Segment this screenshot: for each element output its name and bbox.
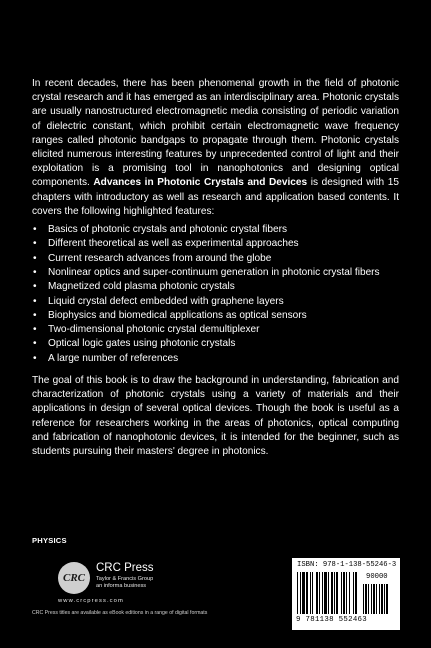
bullet-icon: • [33,295,37,307]
feature-list [32,223,399,366]
bullet-icon: • [33,281,37,293]
isbn-text: ISBN: 978-1-138-55246-3 [297,561,397,569]
publisher-url: www.crcpress.com [58,598,124,604]
feature-item: • Basics of photonic crystals and photonic crystal fibers [32,223,399,237]
back-cover-text [32,77,399,459]
feature-item: • A large number of references [32,352,399,366]
bullet-icon: • [33,324,37,336]
book-title: Advances in Photonic Crystals and Devices [93,177,308,189]
feature-item: • Magnetized cold plasma photonic crystals [32,280,399,294]
feature-item: • Current research advances from around the globe [32,252,399,266]
bullet-icon: • [33,338,37,350]
feature-item: • Optical logic gates using photonic crystals [32,337,399,351]
price-code: 90000 [366,573,388,581]
publisher-name: CRC Press [96,562,154,574]
bullet-icon: • [33,309,37,321]
intro-text-after: is designed with 15 chapters with introductory as well as research and application based contents. It covers the following highlighted features: [32,177,399,217]
crc-logo-icon: CRC [58,562,90,594]
publisher-group: Taylor & Francis Group an informa business [96,576,154,589]
bullet-icon: • [33,252,37,264]
bullet-icon: • [33,238,37,250]
intro-paragraph [32,77,399,219]
feature-item: • Different theoretical as well as experimental approaches [32,237,399,251]
goal-paragraph: The goal of this book is to draw the background in understanding, fabrication and characterization of photonic crystals using a variety of materials and their applications in design of several optical devices. Though the book is useful as a reference for researchers working in the areas of photonics, optical computing and fabrication of nanophotonic devices, it is intended for the beginner, such as students pursuing their masters' degree in photonics. [32,375,399,458]
feature-item: • Liquid crystal defect embedded with graphene layers [32,295,399,309]
barcode-number: 9 781138 552463 [296,616,368,624]
feature-item: • Nonlinear optics and super-continuum generation in photonic crystal fibers [32,266,399,280]
feature-item: • Biophysics and biomedical applications as optical sensors [32,309,399,323]
bullet-icon: • [33,352,37,364]
ebook-note: CRC Press titles are available as eBook editions in a range of digital formats [32,610,208,616]
subject-category: PHYSICS [32,536,67,545]
bullet-icon: • [33,266,37,278]
intro-text-before: In recent decades, there has been phenomenal growth in the field of photonic crystal research and it has emerged as an interdisciplinary area. Photonic crystals are usually nanostructured electromagnetic media consisting of periodic variation of dielectric constant, which prohibit certain electromagnetic wave frequency ranges called photonic bandgaps to propagate through them. Photonic crystals elicited numerous interesting features by unprecedented control of light and their exploitation is a promising tool in nanophotonics and designing optical components. [32,78,399,189]
isbn-barcode [292,558,400,630]
publisher-logo [58,560,218,604]
bullet-icon: • [33,224,37,236]
feature-item: • Two-dimensional photonic crystal demultiplexer [32,323,399,337]
